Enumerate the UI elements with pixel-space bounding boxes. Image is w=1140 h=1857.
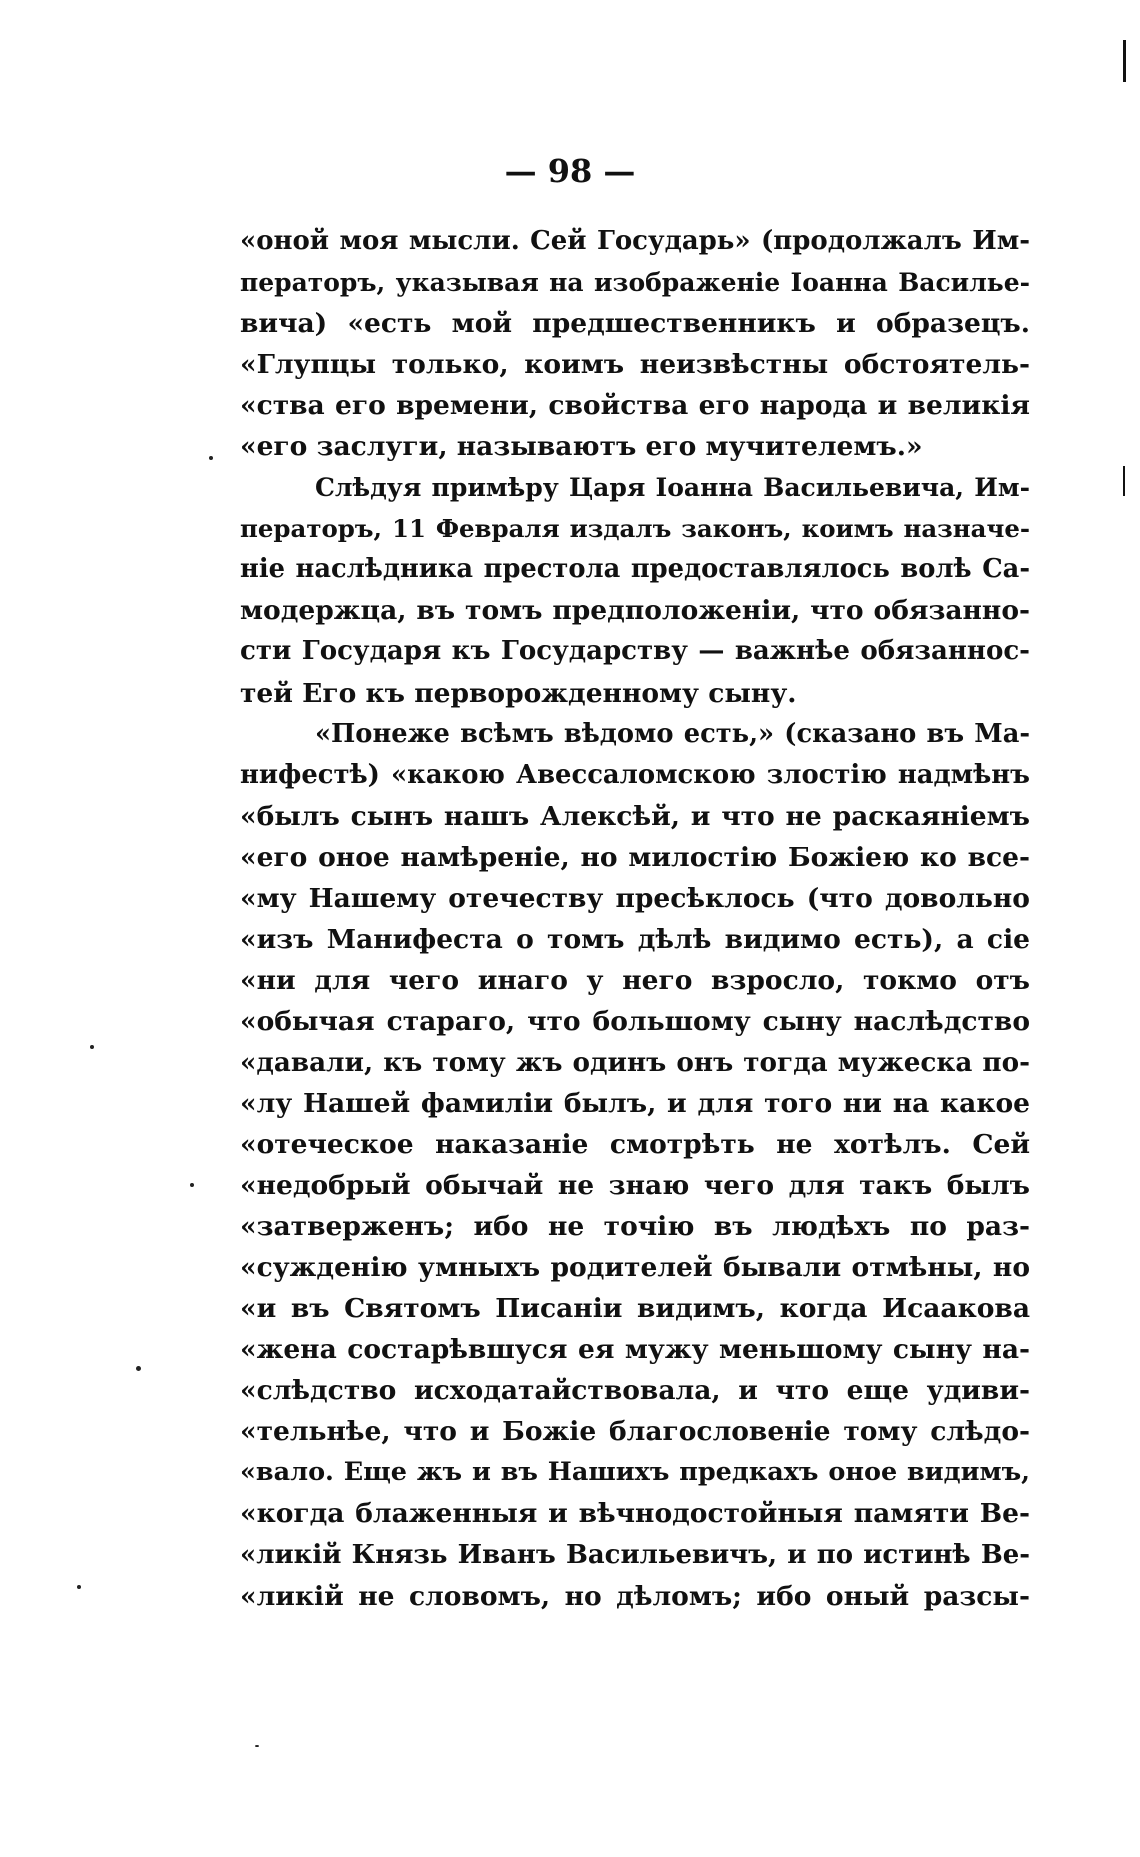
text-line: ператоръ, указывая на изображеніе Іоанна Василье- <box>240 268 1030 298</box>
body-text <box>240 221 1030 1617</box>
scan-speck <box>136 1366 141 1371</box>
text-line: «вало. Еще жъ и въ Нашихъ предкахъ оное видимъ, <box>240 1457 1030 1488</box>
scan-speck <box>255 1745 259 1747</box>
text-line: «ни для чего инаго у него взросло, токмо отъ <box>240 964 1030 996</box>
text-line: «му Нашему отечеству пресѣклось (что довольно <box>240 882 1030 914</box>
text-line: «затверженъ; ибо не точію въ людѣхъ по раз- <box>240 1211 1030 1243</box>
text-line: сти Государя къ Государству — важнѣе обязаннос- <box>240 636 1030 667</box>
text-line: «его заслуги, называютъ его мучителемъ.» <box>240 431 923 463</box>
scan-speck <box>190 1183 194 1187</box>
text-line: «Глупцы только, коимъ неизвѣстны обстоятель- <box>240 349 1030 381</box>
text-line: «слѣдство исходатайствовала, и что еще удиви- <box>240 1375 1030 1407</box>
text-line: тей Его къ перворожденному сыну. <box>240 677 797 709</box>
text-line: «сужденію умныхъ родителей бывали отмѣны, но <box>240 1252 1030 1284</box>
text-line: «отеческое наказаніе смотрѣть не хотѣлъ. Сей <box>240 1129 1030 1161</box>
text-line: Слѣдуя примѣру Царя Іоанна Васильевича, Им- <box>315 472 1030 503</box>
text-line: «его оное намѣреніе, но милостію Божіею ко все- <box>240 841 1030 873</box>
scan-edge-mark <box>1123 40 1126 82</box>
text-line: «ликій не словомъ, но дѣломъ; ибо оный разсы- <box>240 1580 1030 1612</box>
scan-speck <box>90 1045 94 1049</box>
text-line: «лу Нашей фамиліи былъ, и для того ни на какое <box>240 1087 1030 1119</box>
text-line: «тельнѣе, что и Божіе благословеніе тому слѣдо- <box>240 1416 1030 1448</box>
text-line: «оной моя мысли. Сей Государь» (продолжалъ Им- <box>240 226 1030 256</box>
scan-speck <box>77 1585 81 1589</box>
text-line: ніе наслѣдника престола предоставлялось волѣ Са- <box>240 554 1030 585</box>
text-line: нифестѣ) «какою Авессаломскою злостію надмѣнъ <box>240 759 1030 790</box>
text-line: «изъ Манифеста о томъ дѣлѣ видимо есть), а сіе <box>240 923 1030 955</box>
text-line: «давали, къ тому жъ одинъ онъ тогда мужеска по- <box>240 1046 1030 1078</box>
page-number: — 98 — <box>504 152 636 190</box>
scan-speck <box>209 456 213 460</box>
text-line: «недобрый обычай не знаю чего для такъ былъ <box>240 1170 1030 1202</box>
text-line: «когда блаженныя и вѣчнодостойныя памяти Ве- <box>240 1498 1030 1530</box>
text-line: «обычая стараго, что большому сыну наслѣдство <box>240 1005 1030 1037</box>
text-line: модержца, въ томъ предположеніи, что обязанно- <box>240 595 1030 627</box>
text-line: «и въ Святомъ Писаніи видимъ, когда Исаакова <box>240 1293 1030 1325</box>
text-line: «жена состарѣвшуся ея мужу меньшому сыну на- <box>240 1334 1030 1366</box>
text-line: «былъ сынъ нашъ Алексѣй, и что не раскаяніемъ <box>240 800 1030 832</box>
scan-edge-mark <box>1123 466 1125 496</box>
text-line: вича) «есть мой предшественникъ и образецъ. <box>240 308 1030 340</box>
text-line: «Понеже всѣмъ вѣдомо есть,» (сказано въ Ма- <box>315 718 1030 749</box>
text-line: «ликій Князь Иванъ Васильевичъ, и по истинѣ Ве- <box>240 1539 1030 1570</box>
text-line: «ства его времени, свойства его народа и великія <box>240 390 1030 422</box>
text-line: ператоръ, 11 Февраля издалъ законъ, коимъ назначе- <box>240 514 1030 544</box>
